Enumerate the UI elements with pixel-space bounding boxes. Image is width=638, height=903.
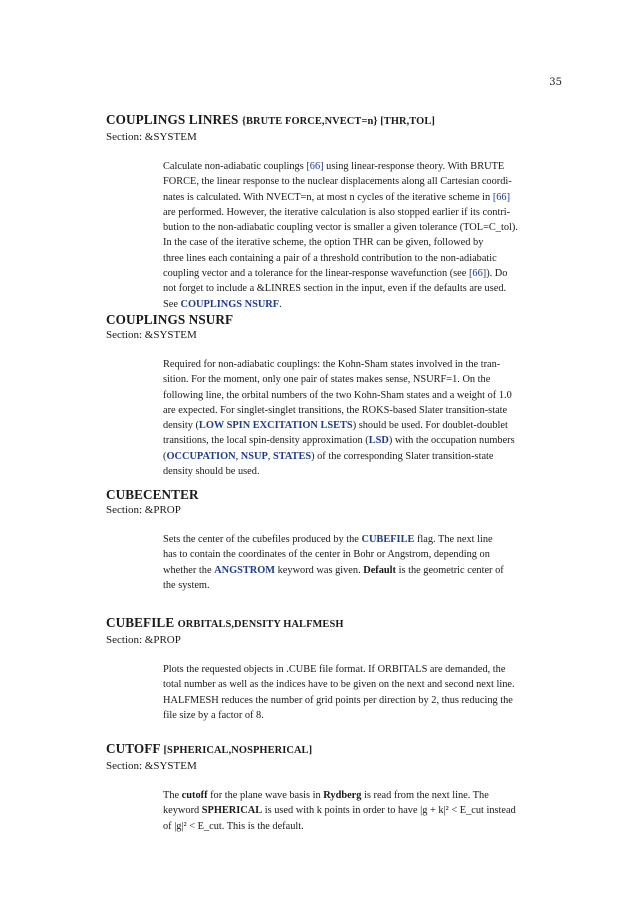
entry-cutoff	[106, 741, 562, 834]
text-line: are expected. For singlet-singlet transitions, the ROKS-based Slater transition-state	[163, 404, 508, 416]
text-line: FORCE, the linear response to the nuclear displacements along all Cartesian coordi-	[163, 176, 512, 188]
entry-title: CUTOFF [SPHERICAL,NOSPHERICAL]	[106, 741, 313, 756]
text-line: whether the ANGSTROM keyword was given. Default is the geometric center of	[163, 564, 504, 576]
citation-link[interactable]: [66]	[306, 161, 324, 172]
text-line: has to contain the coordinates of the center in Bohr or Angstrom, depending on	[163, 549, 490, 561]
entry-couplings-linres	[106, 112, 562, 312]
text-line: (OCCUPATION, NSUP, STATES) of the corresponding Slater transition-state	[163, 450, 494, 462]
text-line: of |g|² < E_cut. This is the default.	[163, 820, 304, 832]
text-line: density should be used.	[163, 466, 260, 478]
default-label: Default	[363, 564, 396, 576]
text-line: total number as well as the indices have to be given on the next and second next line.	[163, 679, 515, 691]
text-line: nates is calculated. With NVECT=n, at most n cycles of the iterative scheme in [66]	[163, 191, 511, 203]
text-line: three lines each containing a pair of a threshold contribution to the non-adiabatic	[163, 252, 497, 264]
text-line: Plots the requested objects in .CUBE file format. If ORBITALS are demanded, the	[163, 664, 506, 675]
entry-title: CUBEFILE ORBITALS,DENSITY HALFMESH	[106, 615, 344, 630]
text-line: sition. For the moment, only one pair of states makes sense, NSURF=1. On the	[163, 374, 491, 386]
text-line: not forget to include a &LINRES section in the input, even if the defaults are used.	[163, 283, 507, 295]
text-line: the system.	[163, 579, 210, 591]
entry-options: ORBITALS,DENSITY HALFMESH	[177, 619, 344, 630]
keyword-link-nsup[interactable]: NSUP	[240, 450, 268, 462]
text-line: Calculate non-adiabatic couplings [66] using linear-response theory. With BRUTE	[163, 161, 505, 172]
entry-cubecenter	[106, 487, 562, 593]
keyword-link-lsd[interactable]: LSD	[368, 435, 389, 447]
text-line: transitions, the local spin-density approximation (LSD) with the occupation numbers	[163, 435, 515, 447]
entry-description	[163, 662, 561, 723]
text-line: keyword SPHERICAL is used with k points in order to have |g + k|² < E_cut instead	[163, 805, 516, 817]
entry-description	[163, 357, 561, 479]
text-line: In the case of the iterative scheme, the option THR can be given, followed by	[163, 237, 484, 249]
entry-title: COUPLINGS NSURF	[106, 312, 234, 327]
rydberg-term: Rydberg	[323, 790, 362, 801]
keyword-link-couplings-nsurf[interactable]: COUPLINGS NSURF	[180, 298, 280, 310]
entry-options: {BRUTE FORCE,NVECT=n} [THR,TOL]	[241, 116, 435, 127]
section-label: Section: &SYSTEM	[106, 131, 197, 143]
cutoff-term: cutoff	[181, 790, 208, 801]
keyword-link-angstrom[interactable]: ANGSTROM	[214, 564, 276, 576]
section-label: Section: &SYSTEM	[106, 760, 197, 772]
spherical-term: SPHERICAL	[201, 805, 263, 817]
entry-title: CUBECENTER	[106, 487, 199, 502]
text-line: are performed. However, the iterative calculation is also stopped earlier if its contri-	[163, 206, 511, 218]
section-label: Section: &PROP	[106, 504, 181, 516]
text-line: HALFMESH reduces the number of grid points per direction by 2, thus reducing the	[163, 694, 513, 706]
text-line: Required for non-adiabatic couplings: the Kohn-Sham states involved in the tran-	[163, 359, 501, 370]
citation-link[interactable]: [66]	[492, 191, 511, 203]
entry-couplings-nsurf	[106, 312, 562, 479]
keyword-link-states[interactable]: STATES	[272, 450, 312, 462]
text-line: coupling vector and a tolerance for the linear-response wavefunction (see [66]). Do	[163, 268, 508, 280]
section-label: Section: &SYSTEM	[106, 329, 197, 341]
entry-description	[163, 159, 561, 312]
citation-link[interactable]: [66]	[468, 268, 487, 280]
section-label: Section: &PROP	[106, 634, 181, 646]
entry-description	[163, 532, 561, 593]
keyword-link-low-spin-excitation-lsets[interactable]: LOW SPIN EXCITATION LSETS	[198, 420, 353, 432]
text-line: Sets the center of the cubefiles produced by the CUBEFILE flag. The next line	[163, 534, 493, 545]
text-line: file size by a factor of 8.	[163, 709, 264, 721]
text-line: bution to the non-adiabatic coupling vector is smaller a given tolerance (TOL=C_tol).	[163, 222, 518, 234]
keyword-link-occupation[interactable]: OCCUPATION	[166, 450, 236, 462]
entry-options: [SPHERICAL,NOSPHERICAL]	[163, 745, 313, 756]
entry-title: COUPLINGS LINRES {BRUTE FORCE,NVECT=n} [THR,TOL]	[106, 112, 435, 127]
entry-cubefile	[106, 615, 562, 723]
entry-description	[163, 788, 561, 834]
text-line: The cutoff for the plane wave basis in Rydberg is read from the next line. The	[163, 790, 489, 801]
page-number: 35	[549, 77, 562, 88]
text-line: following line, the orbital numbers of the two Kohn-Sham states and a weight of 1.0	[163, 389, 512, 401]
text-line: See COUPLINGS NSURF.	[163, 298, 282, 310]
keyword-link-cubefile[interactable]: CUBEFILE	[361, 534, 415, 545]
text-line: density (LOW SPIN EXCITATION LSETS) should be used. For doublet-doublet	[163, 420, 508, 432]
